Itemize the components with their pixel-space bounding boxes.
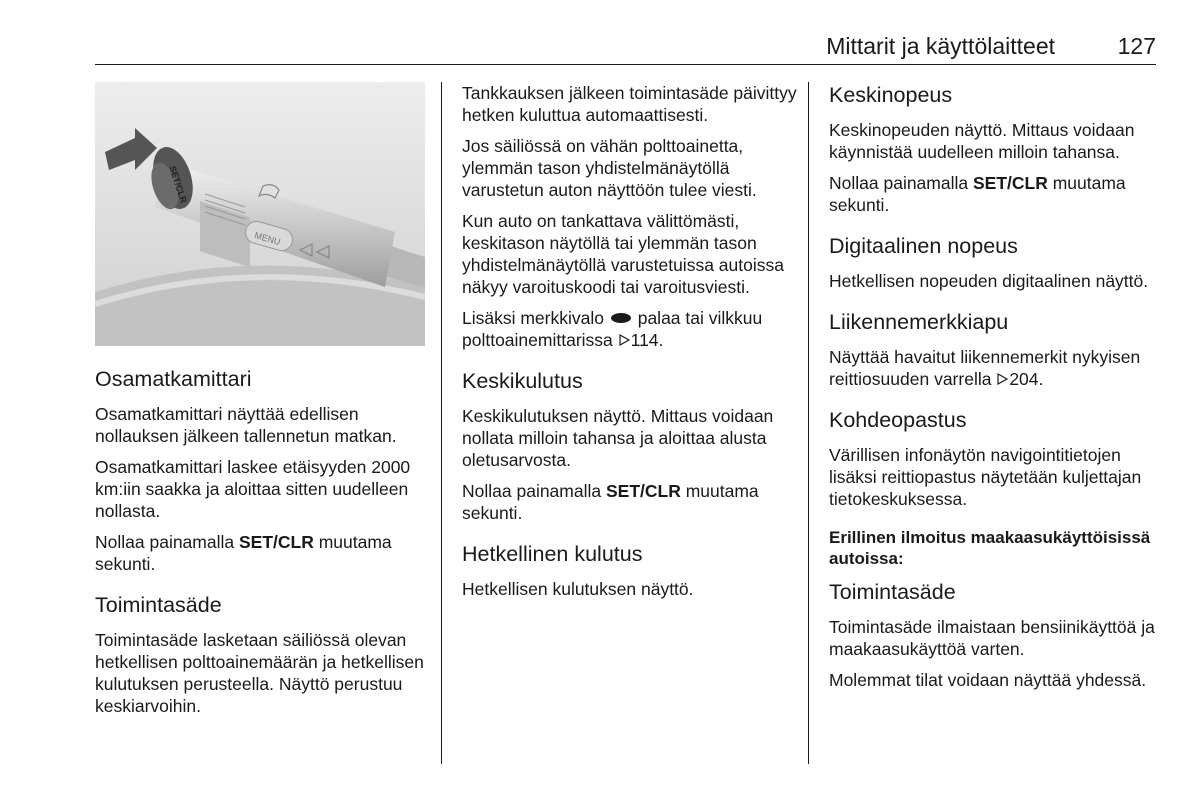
header-rule bbox=[95, 64, 1156, 65]
heading-toimintasade: Toimintasäde bbox=[95, 593, 222, 617]
paragraph: Toimintasäde ilmaistaan bensiinikäyttöä ja maakaasukäyttöä varten. bbox=[829, 617, 1155, 659]
paragraph: Osamatkamittari laskee etäisyyden 2000 km:iin saakka ja aloittaa sitten uudelleen nollasta. bbox=[95, 457, 411, 521]
stalk-illustration bbox=[95, 82, 425, 346]
set-clr-label: SET/CLR bbox=[972, 173, 1048, 193]
paragraph: Nollaa painamalla SET/CLR muutama sekunti. bbox=[462, 481, 759, 523]
heading-liikennemerkkiapu: Liikennemerkkiapu bbox=[829, 310, 1009, 334]
paragraph: Toimintasäde lasketaan säiliössä olevan hetkellisen polttoainemäärän ja hetkellisen kulutuksen perusteella. Näyttö perustuu keskiarvoihin. bbox=[95, 630, 424, 716]
column-3 bbox=[829, 82, 1159, 700]
heading-kohdeopastus: Kohdeopastus bbox=[829, 408, 967, 432]
heading-keskikulutus: Keskikulutus bbox=[462, 369, 583, 393]
paragraph: Hetkellisen kulutuksen näyttö. bbox=[462, 579, 694, 599]
set-clr-label: SET/CLR bbox=[605, 481, 681, 501]
heading-toimintasade-2: Toimintasäde bbox=[829, 580, 956, 604]
column-2 bbox=[462, 82, 802, 609]
running-header-title: Mittarit ja käyttölaitteet bbox=[826, 33, 1055, 59]
paragraph: Lisäksi merkkivalo palaa tai vilkkuu polttoainemittarissa 114. bbox=[462, 308, 763, 350]
paragraph: Näyttää havaitut liikennemerkit nykyisen reittiosuuden varrella 204. bbox=[829, 347, 1141, 389]
column-divider-1 bbox=[441, 82, 442, 764]
page-reference-link[interactable]: 204. bbox=[1009, 369, 1044, 389]
paragraph: Nollaa painamalla SET/CLR muutama sekunti. bbox=[95, 532, 392, 574]
paragraph: Molemmat tilat voidaan näyttää yhdessä. bbox=[829, 670, 1147, 690]
page-reference-icon bbox=[997, 373, 1008, 385]
menu-button-label: MENU bbox=[253, 230, 282, 248]
set-clr-button-label: SET/CLR bbox=[167, 164, 189, 205]
paragraph: Värillisen infonäytön navigointitietojen lisäksi reittiopastus näytetään kuljettajan tietokeskuksessa. bbox=[829, 445, 1142, 509]
heading-hetkellinen-kulutus: Hetkellinen kulutus bbox=[462, 542, 643, 566]
paragraph: Jos säiliössä on vähän polttoainetta, ylemmän tason yhdistelmänäytöllä varustetun auton näyttöön tulee viesti. bbox=[462, 136, 757, 200]
page-reference-icon bbox=[619, 334, 630, 346]
paragraph: Kun auto on tankattava välittömästi, keskitason näytöllä tai ylemmän tason yhdistelmänäytöllä varustetuissa autoissa näkyy varoituskoodi tai varoitusviesti. bbox=[462, 211, 784, 297]
paragraph: Hetkellisen nopeuden digitaalinen näyttö. bbox=[829, 271, 1149, 291]
paragraph: Keskikulutuksen näyttö. Mittaus voidaan nollata milloin tahansa ja aloittaa alusta oletusarvosta. bbox=[462, 406, 774, 470]
subheading-maakaasu: Erillinen ilmoitus maakaasukäyttöisissä autoissa: bbox=[829, 528, 1151, 568]
fuel-warning-indicator-icon bbox=[611, 313, 631, 323]
paragraph: Keskinopeuden näyttö. Mittaus voidaan käynnistää uudelleen milloin tahansa. bbox=[829, 120, 1135, 162]
column-1 bbox=[95, 366, 425, 726]
page-reference-link[interactable]: 114. bbox=[630, 330, 664, 350]
column-divider-2 bbox=[808, 82, 809, 764]
page-number: 127 bbox=[1117, 33, 1156, 59]
heading-digitaalinen-nopeus: Digitaalinen nopeus bbox=[829, 234, 1018, 258]
set-clr-label: SET/CLR bbox=[238, 532, 314, 552]
paragraph: Tankkauksen jälkeen toimintasäde päivittyy hetken kuluttua automaattisesti. bbox=[462, 83, 797, 125]
heading-keskinopeus: Keskinopeus bbox=[829, 83, 953, 107]
paragraph: Osamatkamittari näyttää edellisen nollauksen jälkeen tallennetun matkan. bbox=[95, 404, 397, 446]
paragraph: Nollaa painamalla SET/CLR muutama sekunti. bbox=[829, 173, 1126, 215]
heading-osamatkamittari: Osamatkamittari bbox=[95, 367, 252, 391]
